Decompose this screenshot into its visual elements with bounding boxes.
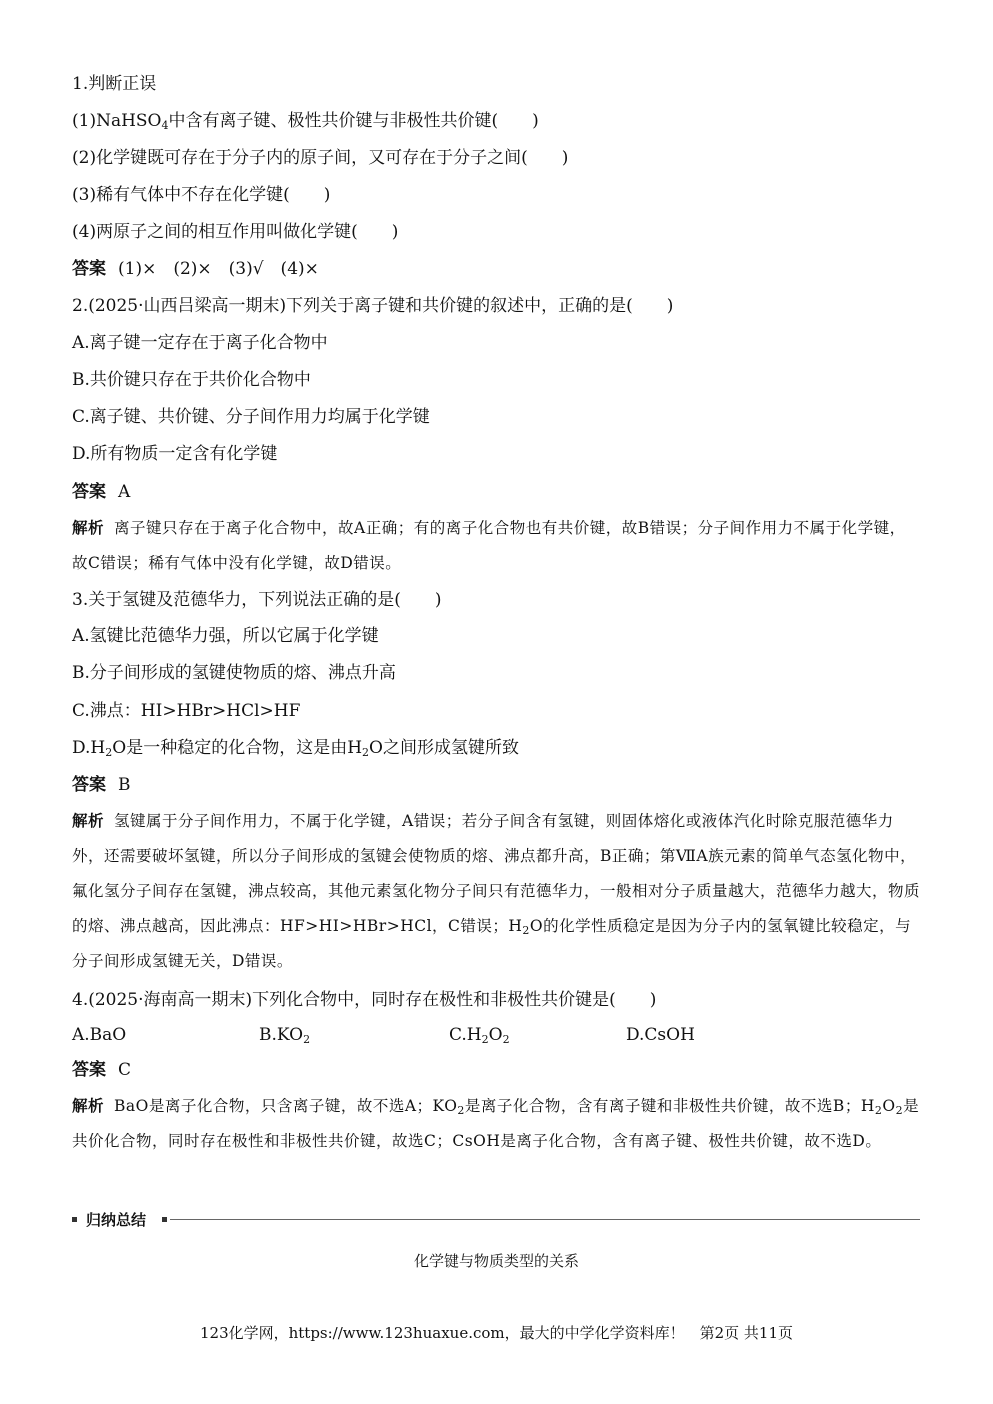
square-bullet-icon xyxy=(72,1217,77,1222)
q3-answer-label: 答案 xyxy=(72,775,106,795)
summary-title: 归纳总结 xyxy=(86,1211,147,1229)
q2-explain-text: 离子键只存在于离子化合物中，故A正确；有的离子化合物也有共价键，故B错误；分子间作用力不属于化学键，故C错误；稀有气体中没有化学键，故D错误。 xyxy=(72,519,906,572)
summary-subtitle: 化学键与物质类型的关系 xyxy=(413,1252,579,1270)
q4-option-d: D.CsOH xyxy=(626,1025,695,1045)
q1-item-2: (2)化学键既可存在于分子内的原子间，又可存在于分子之间( ) xyxy=(72,148,569,168)
page-footer: 123化学网，https://www.123huaxue.com，最大的中学化学资料库！ 第2页 共11页 xyxy=(199,1324,794,1342)
q2-answer-label: 答案 xyxy=(72,482,106,502)
q4-explain-sub: 2 xyxy=(874,1104,883,1117)
q4-option-c-part: O xyxy=(488,1025,503,1045)
q2-answer xyxy=(72,480,130,504)
q2-option-a: A.离子键一定存在于离子化合物中 xyxy=(72,333,328,353)
q4-answer-text: C xyxy=(118,1060,132,1080)
q3-option-c: C.沸点：HI>HBr>HCl>HF xyxy=(72,701,301,721)
q1-answer-label: 答案 xyxy=(72,259,106,279)
q4-explain-part: 是离子化合物，含有离子键和非极性共价键，故不选B；H xyxy=(464,1097,875,1115)
q3-option-d xyxy=(72,736,519,760)
q2-option-b: B.共价键只存在于共价化合物中 xyxy=(72,370,311,390)
summary-divider xyxy=(170,1219,920,1220)
summary-header xyxy=(72,1208,920,1232)
q3-option-d-part: O之间形成氢键所致 xyxy=(369,738,519,758)
q1-answer-text: (1)× (2)× (3)√ (4)× xyxy=(118,259,319,279)
q4-option-b-sub: 2 xyxy=(303,1033,311,1046)
q4-option-b xyxy=(259,1023,310,1047)
q3-explain-text: 氢键属于分子间作用力，不属于化学键，A错误；若分子间含有氢键，则固体熔化或液体汽化时除克服范德华力外，还需要破坏氢键，所以分子间形成的氢键会使物质的熔、沸点都升高，B正确；第ⅦA族元素的简单气态氢化物中，氟化氢分子间存在氢键，沸点较高，其他元素氢化物分子间只有范德华力，一般相对分子质量越大，范德华力越大，物质的熔、沸点越高，因此沸点：HF>HI>HBr>HCl，C错误； xyxy=(72,812,921,935)
q4-explain-label: 解析 xyxy=(72,1096,105,1115)
q3-stem: 3.关于氢键及范德华力，下列说法正确的是( ) xyxy=(72,590,442,610)
q4-answer-label: 答案 xyxy=(72,1060,106,1080)
q3-option-d-sub: 2 xyxy=(362,746,370,759)
q2-stem: 2.(2025·山西吕梁高一期末)下列关于离子键和共价键的叙述中，正确的是( ) xyxy=(72,296,674,316)
q1-item-4: (4)两原子之间的相互作用叫做化学键( ) xyxy=(72,222,399,242)
q4-explain-part: 是共价化合物，同时存在极性和非极性共价键，故选C；CsOH是离子化合物，含有离子键、极性共价键，故不选D。 xyxy=(72,1097,920,1150)
q3-answer xyxy=(72,773,131,797)
q3-option-d-part: O是一种稳定的化合物，这是由H xyxy=(112,738,363,758)
q3-option-b: B.分子间形成的氢键使物质的熔、沸点升高 xyxy=(72,663,396,683)
q4-option-b-part: B.KO xyxy=(259,1025,304,1045)
q3-explain-sub: 2 xyxy=(522,924,530,937)
q3-option-a: A.氢键比范德华力强，所以它属于化学键 xyxy=(72,626,379,646)
q4-option-c xyxy=(449,1023,510,1047)
square-bullet-icon xyxy=(162,1217,167,1222)
q4-answer xyxy=(72,1058,131,1082)
q3-explain-label: 解析 xyxy=(72,811,105,830)
q1-item-1 xyxy=(72,109,539,133)
q4-explanation xyxy=(72,1088,920,1159)
q3-option-d-sub: 2 xyxy=(105,746,113,759)
q1-item-1-pre: (1)NaHSO xyxy=(72,111,162,131)
q2-option-d: D.所有物质一定含有化学键 xyxy=(72,444,278,464)
q4-explain-sub: 2 xyxy=(895,1104,904,1117)
q2-explanation xyxy=(72,510,920,581)
q1-item-1-sub: 4 xyxy=(161,119,169,132)
q4-option-a: A.BaO xyxy=(72,1025,127,1045)
q2-explain-label: 解析 xyxy=(72,518,105,537)
q3-option-d-part: D.H xyxy=(72,738,106,758)
q4-explain-part: BaO是离子化合物，只含离子键，故不选A；KO xyxy=(114,1097,458,1115)
q1-item-1-post: 中含有离子键、极性共价键与非极性共价键( ) xyxy=(168,111,539,131)
q4-explain-sub: 2 xyxy=(457,1104,465,1117)
q3-answer-text: B xyxy=(118,775,131,795)
q2-option-c: C.离子键、共价键、分子间作用力均属于化学键 xyxy=(72,407,430,427)
q4-option-c-sub: 2 xyxy=(481,1033,489,1046)
q4-explain-part: O xyxy=(882,1097,896,1115)
q3-explain-part: H xyxy=(508,917,523,935)
q4-stem: 4.(2025·海南高一期末)下列化合物中，同时存在极性和非极性共价键是( ) xyxy=(72,990,657,1010)
q3-explanation xyxy=(72,803,920,979)
q3-explain-part: O的化学性质稳定是因为分子内的氢氧键比较稳定，与分子间形成氢键无关，D错误。 xyxy=(72,917,912,970)
q1-title: 1.判断正误 xyxy=(72,74,157,94)
q2-answer-text: A xyxy=(118,482,131,502)
q4-option-c-sub: 2 xyxy=(502,1033,510,1046)
q1-item-3: (3)稀有气体中不存在化学键( ) xyxy=(72,185,331,205)
q1-answer xyxy=(72,257,319,281)
q4-option-c-part: C.H xyxy=(449,1025,482,1045)
